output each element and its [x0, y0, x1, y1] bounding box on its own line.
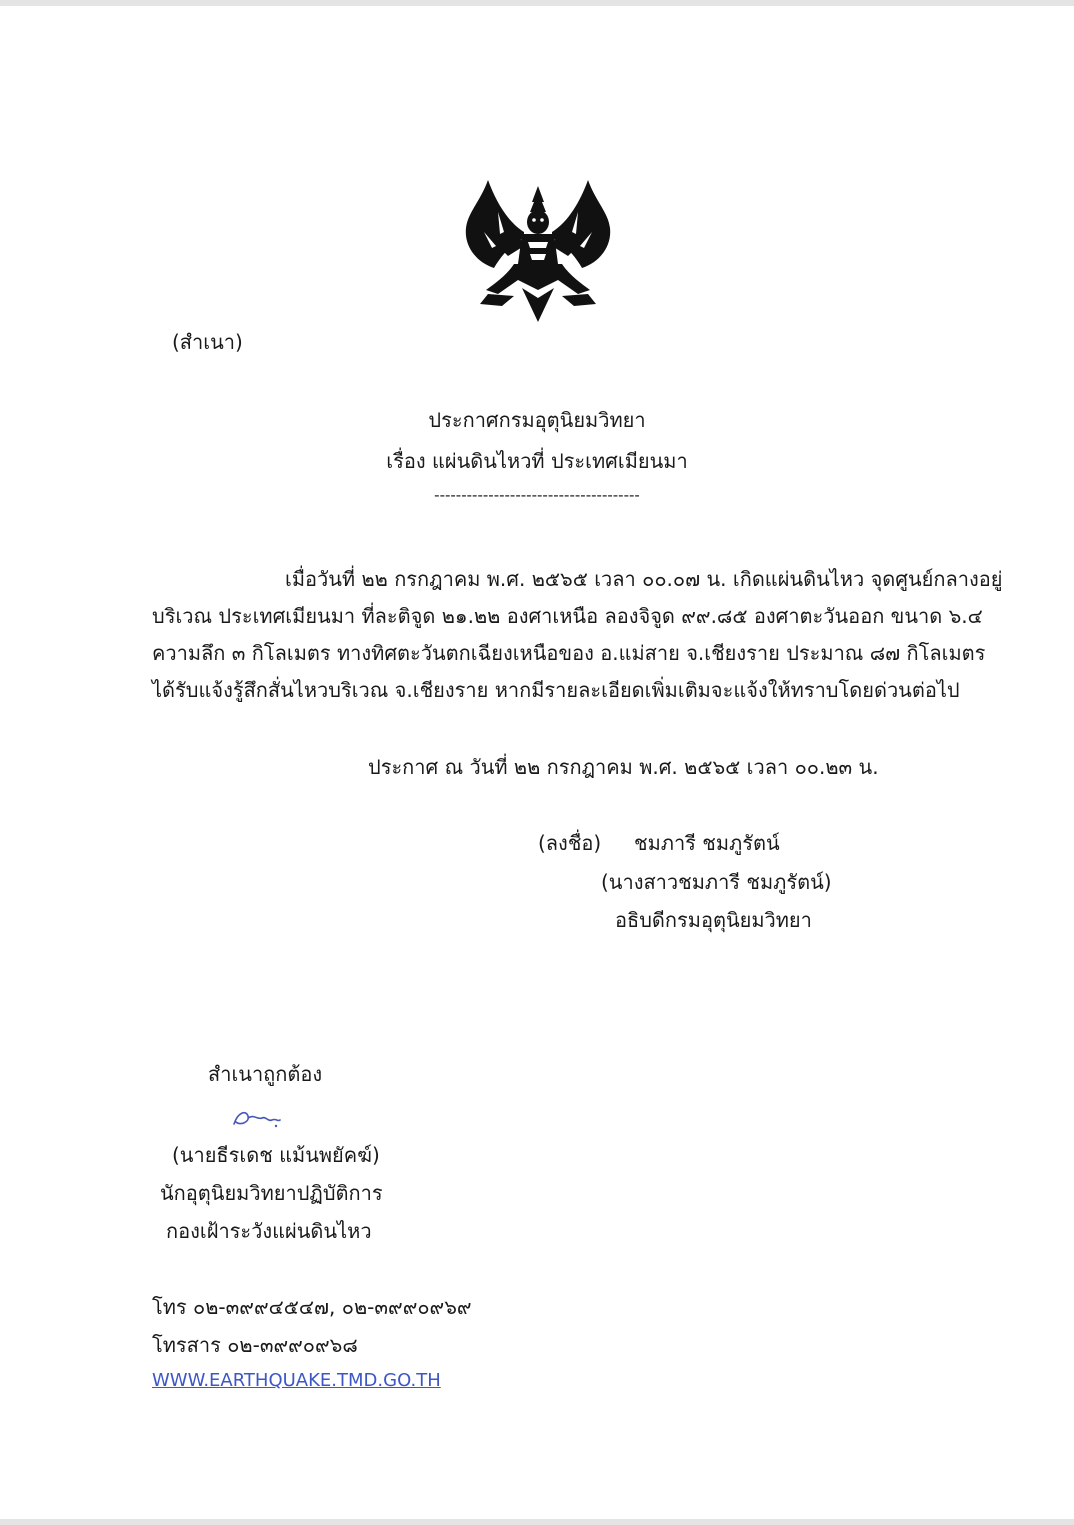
announcement-title: ประกาศกรมอุตุนิยมวิทยา — [428, 408, 646, 432]
body-line-4: ได้รับแจ้งรู้สึกสั่นไหวบริเวณ จ.เชียงราย หากมีรายละเอียดเพิ่มเติมจะแจ้งให้ทราบโดยด่วนต่อไป — [152, 678, 960, 702]
announce-date: ประกาศ ณ วันที่ ๒๒ กรกฎาคม พ.ศ. ๒๕๖๕ เวลา ๐๐.๒๓ น. — [368, 755, 879, 779]
certified-label: สำเนาถูกต้อง — [208, 1062, 323, 1086]
certifier-position: นักอุตุนิยมวิทยาปฏิบัติการ — [160, 1181, 383, 1205]
document-page — [0, 6, 1074, 1519]
fax-number: โทรสาร ๐๒-๓๙๙๐๙๖๘ — [152, 1333, 358, 1357]
copy-mark: (สำเนา) — [172, 330, 243, 354]
title-divider: -------------------------------------- — [434, 486, 640, 504]
signer-fullname: (นางสาวชมภารี ชมภูรัตน์) — [601, 870, 832, 894]
signed-label: (ลงชื่อ) — [538, 831, 602, 855]
body-line-3: ความลึก ๓ กิโลเมตร ทางทิศตะวันตกเฉียงเหนือของ อ.แม่สาย จ.เชียงราย ประมาณ ๘๗ กิโลเมตร — [152, 641, 986, 665]
phone-numbers: โทร ๐๒-๓๙๙๔๕๔๗, ๐๒-๓๙๙๐๙๖๙ — [152, 1295, 472, 1319]
certifier-name: (นายธีรเดช แม้นพยัคฆ์) — [172, 1143, 380, 1167]
signer-position: อธิบดีกรมอุตุนิยมวิทยา — [615, 908, 812, 932]
signer-name: ชมภารี ชมภูรัตน์ — [634, 831, 780, 855]
website-link[interactable]: WWW.EARTHQUAKE.TMD.GO.TH — [152, 1370, 441, 1391]
body-line-2: บริเวณ ประเทศเมียนมา ที่ละติจูด ๒๑.๒๒ องศาเหนือ ลองจิจูด ๙๙.๘๕ องศาตะวันออก ขนาด ๖.๔ — [152, 604, 983, 628]
handwritten-signature-icon — [228, 1106, 284, 1132]
garuda-emblem-icon — [458, 172, 618, 332]
body-line-1: เมื่อวันที่ ๒๒ กรกฎาคม พ.ศ. ๒๕๖๕ เวลา ๐๐.๐๗ น. เกิดแผ่นดินไหว จุดศูนย์กลางอยู่ — [285, 567, 1003, 591]
announcement-subject: เรื่อง แผ่นดินไหวที่ ประเทศเมียนมา — [386, 449, 688, 473]
certifier-division: กองเฝ้าระวังแผ่นดินไหว — [166, 1219, 372, 1243]
